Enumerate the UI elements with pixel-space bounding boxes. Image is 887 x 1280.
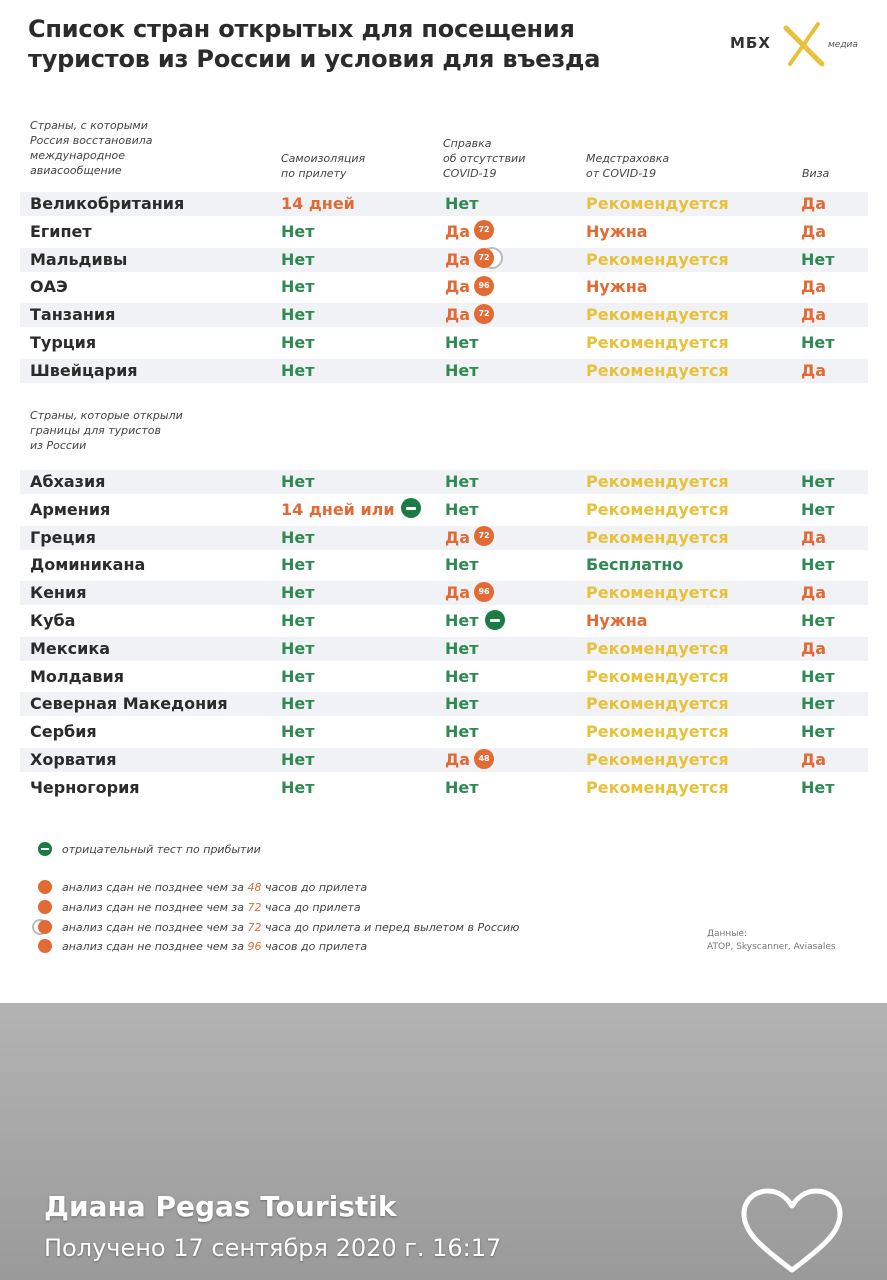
insurance-cell-text: Рекомендуется bbox=[586, 499, 729, 519]
like-heart-icon[interactable] bbox=[740, 1188, 844, 1274]
country-name bbox=[30, 303, 115, 327]
isolation-cell-text: Нет bbox=[281, 221, 315, 241]
isolation-cell-text: Нет bbox=[281, 527, 315, 547]
country-name bbox=[30, 220, 92, 244]
isolation-cell bbox=[281, 581, 315, 605]
table-row bbox=[20, 720, 868, 744]
country-name-text: Египет bbox=[30, 221, 92, 241]
visa-cell bbox=[801, 331, 835, 355]
legend-text: анализ сдан не позднее чем за bbox=[62, 940, 248, 953]
legend-num: 48 bbox=[247, 881, 262, 894]
visa-cell bbox=[801, 248, 835, 272]
country-name-text: Греция bbox=[30, 527, 96, 547]
country-name-text: Великобритания bbox=[30, 194, 185, 213]
visa-cell-text: Нет bbox=[801, 777, 835, 797]
country-name bbox=[30, 720, 97, 744]
country-name bbox=[30, 248, 127, 272]
title-line-2: туристов из России и условия для въезда bbox=[28, 45, 601, 73]
visa-cell-text: Да bbox=[801, 221, 827, 241]
insurance-cell bbox=[586, 220, 648, 244]
header-line: COVID-19 bbox=[443, 167, 497, 180]
logo-text: МБХ bbox=[730, 34, 771, 52]
covid-cell bbox=[445, 692, 479, 716]
country-name-text: Сербия bbox=[30, 722, 97, 742]
insurance-cell-text: Рекомендуется bbox=[586, 666, 729, 686]
table-row bbox=[20, 637, 868, 661]
legend-text: анализ сдан не позднее чем за bbox=[62, 901, 248, 914]
insurance-cell bbox=[586, 665, 729, 689]
table-row bbox=[20, 526, 868, 550]
insurance-cell bbox=[586, 553, 683, 577]
country-name-text: Молдавия bbox=[30, 666, 124, 686]
header-insurance bbox=[586, 151, 669, 181]
isolation-cell-text: Нет bbox=[281, 360, 315, 380]
country-name bbox=[30, 776, 140, 800]
table-row bbox=[20, 220, 868, 244]
visa-cell-text: Да bbox=[801, 277, 827, 297]
visa-cell bbox=[801, 553, 835, 577]
visa-cell-text: Да bbox=[801, 527, 827, 547]
hours-badge-icon: 72 bbox=[474, 304, 494, 324]
isolation-cell-text: Нет bbox=[281, 472, 315, 491]
covid-cell-text: Да bbox=[445, 750, 471, 769]
visa-cell-text: Нет bbox=[801, 499, 835, 519]
isolation-cell-text: Нет bbox=[281, 638, 315, 658]
visa-cell bbox=[801, 526, 826, 550]
insurance-cell-text: Рекомендуется bbox=[586, 333, 729, 352]
insurance-cell-text: Бесплатно bbox=[586, 555, 684, 575]
table-row bbox=[20, 248, 868, 272]
isolation-cell-text: 14 дней bbox=[281, 194, 355, 213]
legend-num: 72 bbox=[247, 901, 262, 914]
hours-badge-icon: 72 bbox=[474, 220, 494, 240]
insurance-cell-text: Рекомендуется bbox=[586, 249, 729, 269]
isolation-cell-text: 14 дней или bbox=[281, 499, 395, 519]
table-row bbox=[20, 331, 868, 355]
label-line: Страны, которые открыли bbox=[30, 409, 183, 422]
isolation-cell-text: Нет bbox=[281, 777, 315, 797]
visa-cell bbox=[801, 303, 826, 327]
header-covid bbox=[443, 136, 525, 181]
table-row bbox=[20, 692, 868, 716]
country-name-text: Танзания bbox=[30, 305, 116, 325]
country-name-text: Черногория bbox=[30, 777, 140, 797]
insurance-cell bbox=[586, 776, 729, 800]
isolation-cell bbox=[281, 192, 355, 216]
hours-badge-icon: 72 bbox=[474, 248, 494, 268]
insurance-cell bbox=[586, 275, 648, 299]
covid-cell-text: Нет bbox=[445, 722, 479, 742]
table-row bbox=[20, 553, 868, 577]
header-line: об отсутствии bbox=[443, 152, 526, 165]
section2-label bbox=[30, 408, 183, 453]
hours-badge-icon: 48 bbox=[474, 749, 494, 769]
country-name-text: Армения bbox=[30, 499, 111, 519]
insurance-cell bbox=[586, 692, 729, 716]
isolation-cell-text: Нет bbox=[281, 277, 315, 297]
isolation-cell bbox=[281, 609, 315, 633]
legend-item-72 bbox=[38, 900, 361, 916]
header-line: от COVID-19 bbox=[586, 167, 657, 180]
hours-badge-icon: 96 bbox=[474, 276, 494, 296]
hours-badge-icon: 96 bbox=[474, 582, 494, 602]
source-label: Данные: bbox=[707, 929, 747, 939]
data-source bbox=[707, 928, 836, 954]
visa-cell-text: Да bbox=[801, 583, 827, 603]
isolation-cell bbox=[281, 498, 421, 522]
insurance-cell-text: Рекомендуется bbox=[586, 583, 729, 603]
country-name bbox=[30, 637, 110, 661]
covid-cell-text: Да bbox=[445, 249, 471, 269]
visa-cell bbox=[801, 220, 826, 244]
covid-cell-text: Нет bbox=[445, 472, 479, 491]
covid-cell-text: Да bbox=[445, 527, 471, 547]
insurance-cell bbox=[586, 720, 729, 744]
country-name bbox=[30, 553, 145, 577]
country-name bbox=[30, 526, 96, 550]
label-line: границы для туристов bbox=[30, 424, 161, 437]
isolation-cell bbox=[281, 776, 315, 800]
header-visa: Виза bbox=[802, 167, 830, 180]
isolation-cell bbox=[281, 748, 315, 772]
header-section1 bbox=[30, 118, 153, 178]
legend-num: 96 bbox=[247, 940, 262, 953]
country-name-text: Турция bbox=[30, 333, 97, 352]
isolation-cell bbox=[281, 248, 315, 272]
isolation-cell-text: Нет bbox=[281, 249, 315, 269]
insurance-cell bbox=[586, 192, 729, 216]
covid-cell bbox=[445, 359, 479, 383]
isolation-cell-text: Нет bbox=[281, 305, 315, 325]
insurance-cell bbox=[586, 748, 729, 772]
insurance-cell bbox=[586, 303, 729, 327]
country-name bbox=[30, 609, 75, 633]
table-row bbox=[20, 581, 868, 605]
visa-cell-text: Да bbox=[801, 638, 827, 658]
visa-cell-text: Да bbox=[801, 305, 827, 325]
country-name-text: Мальдивы bbox=[30, 249, 128, 269]
insurance-cell bbox=[586, 331, 729, 355]
label-line: из России bbox=[30, 439, 87, 452]
legend-text: часа до прилета и перед вылетом в Россию bbox=[261, 921, 520, 934]
hours-badge-icon: 72 bbox=[474, 526, 494, 546]
covid-cell-text: Нет bbox=[445, 499, 479, 519]
legend-text: часа до прилета bbox=[261, 901, 361, 914]
isolation-cell-text: Нет bbox=[281, 555, 315, 575]
visa-cell bbox=[801, 692, 835, 716]
table-row bbox=[20, 665, 868, 689]
header-isolation bbox=[281, 151, 365, 181]
isolation-cell bbox=[281, 692, 315, 716]
isolation-cell bbox=[281, 303, 315, 327]
visa-cell bbox=[801, 359, 826, 383]
insurance-cell-text: Рекомендуется bbox=[586, 750, 729, 769]
header-line: Самоизоляция bbox=[281, 152, 366, 165]
visa-cell bbox=[801, 192, 826, 216]
country-name-text: Хорватия bbox=[30, 750, 117, 769]
isolation-cell bbox=[281, 359, 315, 383]
insurance-cell bbox=[586, 248, 729, 272]
covid-cell-text: Нет bbox=[445, 333, 479, 352]
table-row bbox=[20, 470, 868, 494]
table-row bbox=[20, 776, 868, 800]
covid-cell bbox=[445, 275, 494, 299]
visa-cell-text: Нет bbox=[801, 249, 835, 269]
legend-text: отрицательный тест по прибытии bbox=[62, 843, 261, 856]
header-line: Справка bbox=[443, 137, 492, 150]
title-line-1: Список стран открытых для посещения bbox=[28, 15, 575, 43]
isolation-cell bbox=[281, 665, 315, 689]
badge-96-icon bbox=[38, 939, 52, 953]
table-row bbox=[20, 609, 868, 633]
country-name bbox=[30, 581, 86, 605]
insurance-cell-text: Рекомендуется bbox=[586, 194, 729, 213]
minus-circle-icon bbox=[485, 610, 505, 630]
isolation-cell bbox=[281, 553, 315, 577]
insurance-cell-text: Рекомендуется bbox=[586, 472, 729, 491]
visa-cell-text: Да bbox=[801, 360, 827, 380]
covid-cell-text: Нет bbox=[445, 555, 479, 575]
insurance-cell-text: Нужна bbox=[586, 277, 648, 297]
legend-negative-test bbox=[38, 842, 261, 858]
visa-cell bbox=[801, 470, 835, 494]
header-line: по прилету bbox=[281, 167, 347, 180]
visa-cell-text: Нет bbox=[801, 611, 835, 630]
covid-cell bbox=[445, 637, 479, 661]
table-row bbox=[20, 748, 868, 772]
covid-cell bbox=[445, 192, 479, 216]
insurance-cell bbox=[586, 526, 729, 550]
country-name bbox=[30, 692, 228, 716]
insurance-cell-text: Рекомендуется bbox=[586, 638, 729, 658]
covid-cell-text: Нет bbox=[445, 360, 479, 380]
visa-cell-text: Нет bbox=[801, 555, 835, 575]
covid-cell-text: Нет bbox=[445, 777, 479, 797]
isolation-cell-text: Нет bbox=[281, 583, 315, 603]
insurance-cell-text: Рекомендуется bbox=[586, 305, 729, 325]
covid-cell bbox=[445, 526, 494, 550]
insurance-cell bbox=[586, 637, 729, 661]
isolation-cell bbox=[281, 526, 315, 550]
covid-cell bbox=[445, 720, 479, 744]
insurance-cell-text: Рекомендуется bbox=[586, 722, 729, 742]
country-name bbox=[30, 498, 110, 522]
visa-cell bbox=[801, 275, 826, 299]
visa-cell-text: Да bbox=[801, 194, 827, 213]
country-name-text: Куба bbox=[30, 611, 76, 630]
country-name-text: Кения bbox=[30, 583, 87, 603]
table-row bbox=[20, 498, 868, 522]
insurance-cell-text: Нужна bbox=[586, 221, 648, 241]
table-row bbox=[20, 275, 868, 299]
logo-subtext: медиа bbox=[828, 40, 858, 50]
legend-text: часов до прилета bbox=[261, 940, 368, 953]
isolation-cell-text: Нет bbox=[281, 333, 315, 352]
covid-cell bbox=[445, 553, 479, 577]
covid-cell-text: Нет bbox=[445, 611, 479, 630]
post-author[interactable]: Диана Pegas Touristik bbox=[44, 1190, 397, 1223]
legend-text: часов до прилета bbox=[261, 881, 368, 894]
isolation-cell bbox=[281, 470, 315, 494]
legend-text: анализ сдан не позднее чем за bbox=[62, 921, 248, 934]
isolation-cell bbox=[281, 220, 315, 244]
country-name bbox=[30, 331, 96, 355]
badge-48-icon bbox=[38, 880, 52, 894]
insurance-cell bbox=[586, 581, 729, 605]
post-received-date: Получено 17 сентября 2020 г. 16:17 bbox=[44, 1234, 502, 1262]
covid-cell bbox=[445, 665, 479, 689]
visa-cell bbox=[801, 720, 835, 744]
insurance-cell bbox=[586, 609, 648, 633]
header-line: международное bbox=[30, 149, 126, 162]
country-name bbox=[30, 192, 184, 216]
legend-text: анализ сдан не позднее чем за bbox=[62, 881, 248, 894]
visa-cell-text: Нет bbox=[801, 472, 835, 491]
covid-cell-text: Да bbox=[445, 583, 471, 603]
logo-x-icon bbox=[782, 22, 826, 68]
country-name-text: Швейцария bbox=[30, 360, 138, 380]
isolation-cell bbox=[281, 275, 315, 299]
insurance-cell-text: Рекомендуется bbox=[586, 527, 729, 547]
covid-cell bbox=[445, 748, 494, 772]
isolation-cell bbox=[281, 331, 315, 355]
country-name bbox=[30, 470, 105, 494]
header-line: Медстраховка bbox=[586, 152, 670, 165]
isolation-cell-text: Нет bbox=[281, 722, 315, 742]
insurance-cell bbox=[586, 498, 729, 522]
visa-cell bbox=[801, 581, 826, 605]
country-name bbox=[30, 665, 124, 689]
table-row bbox=[20, 192, 868, 216]
covid-cell bbox=[445, 470, 479, 494]
visa-cell-text: Да bbox=[801, 750, 827, 769]
country-name-text: Северная Македония bbox=[30, 694, 228, 714]
covid-cell-text: Да bbox=[445, 305, 471, 325]
header-line: авиасообщение bbox=[30, 164, 122, 177]
infographic-title bbox=[28, 14, 600, 74]
covid-cell bbox=[445, 581, 494, 605]
covid-cell bbox=[445, 220, 494, 244]
badge-72-return-icon bbox=[38, 920, 52, 934]
isolation-cell bbox=[281, 637, 315, 661]
header-line: Страны, с которыми bbox=[30, 119, 148, 132]
visa-cell bbox=[801, 498, 835, 522]
isolation-cell-text: Нет bbox=[281, 694, 315, 714]
legend-item-72-return bbox=[38, 920, 519, 936]
country-name bbox=[30, 275, 68, 299]
country-name-text: ОАЭ bbox=[30, 277, 68, 297]
insurance-cell bbox=[586, 359, 729, 383]
insurance-cell-text: Рекомендуется bbox=[586, 694, 729, 714]
source-text: ATOP, Skyscanner, Aviasales bbox=[707, 942, 836, 952]
isolation-cell-text: Нет bbox=[281, 666, 315, 686]
covid-cell-text: Нет bbox=[445, 194, 479, 213]
country-name-text: Доминикана bbox=[30, 555, 146, 575]
covid-cell-text: Нет bbox=[445, 666, 479, 686]
covid-cell-text: Да bbox=[445, 277, 471, 297]
covid-cell bbox=[445, 303, 494, 327]
table-row bbox=[20, 359, 868, 383]
covid-cell bbox=[445, 609, 505, 633]
covid-cell-text: Нет bbox=[445, 694, 479, 714]
isolation-cell-text: Нет bbox=[281, 611, 315, 630]
visa-cell bbox=[801, 665, 835, 689]
covid-cell bbox=[445, 248, 494, 272]
insurance-cell-text: Рекомендуется bbox=[586, 360, 729, 380]
covid-cell bbox=[445, 498, 479, 522]
header-line: Россия восстановила bbox=[30, 134, 153, 147]
insurance-cell bbox=[586, 470, 729, 494]
covid-cell-text: Нет bbox=[445, 638, 479, 658]
legend-num: 72 bbox=[247, 921, 262, 934]
insurance-cell-text: Нужна bbox=[586, 611, 648, 630]
country-name-text: Мексика bbox=[30, 638, 110, 658]
covid-cell-text: Да bbox=[445, 221, 471, 241]
visa-cell bbox=[801, 748, 826, 772]
country-name-text: Абхазия bbox=[30, 472, 106, 491]
country-name bbox=[30, 748, 116, 772]
visa-cell-text: Нет bbox=[801, 333, 835, 352]
table-row bbox=[20, 303, 868, 327]
visa-cell bbox=[801, 776, 835, 800]
badge-72-icon bbox=[38, 900, 52, 914]
visa-cell bbox=[801, 609, 835, 633]
insurance-cell-text: Рекомендуется bbox=[586, 777, 729, 797]
covid-cell bbox=[445, 776, 479, 800]
legend-item-96 bbox=[38, 939, 367, 955]
country-name bbox=[30, 359, 138, 383]
mbx-media-logo bbox=[730, 22, 870, 68]
visa-cell bbox=[801, 637, 826, 661]
covid-cell bbox=[445, 331, 479, 355]
visa-cell-text: Нет bbox=[801, 694, 835, 714]
minus-circle-icon bbox=[401, 498, 421, 518]
isolation-cell bbox=[281, 720, 315, 744]
visa-cell-text: Нет bbox=[801, 722, 835, 742]
legend-item-48 bbox=[38, 880, 367, 896]
isolation-cell-text: Нет bbox=[281, 750, 315, 769]
minus-circle-icon bbox=[38, 842, 52, 856]
visa-cell-text: Нет bbox=[801, 666, 835, 686]
